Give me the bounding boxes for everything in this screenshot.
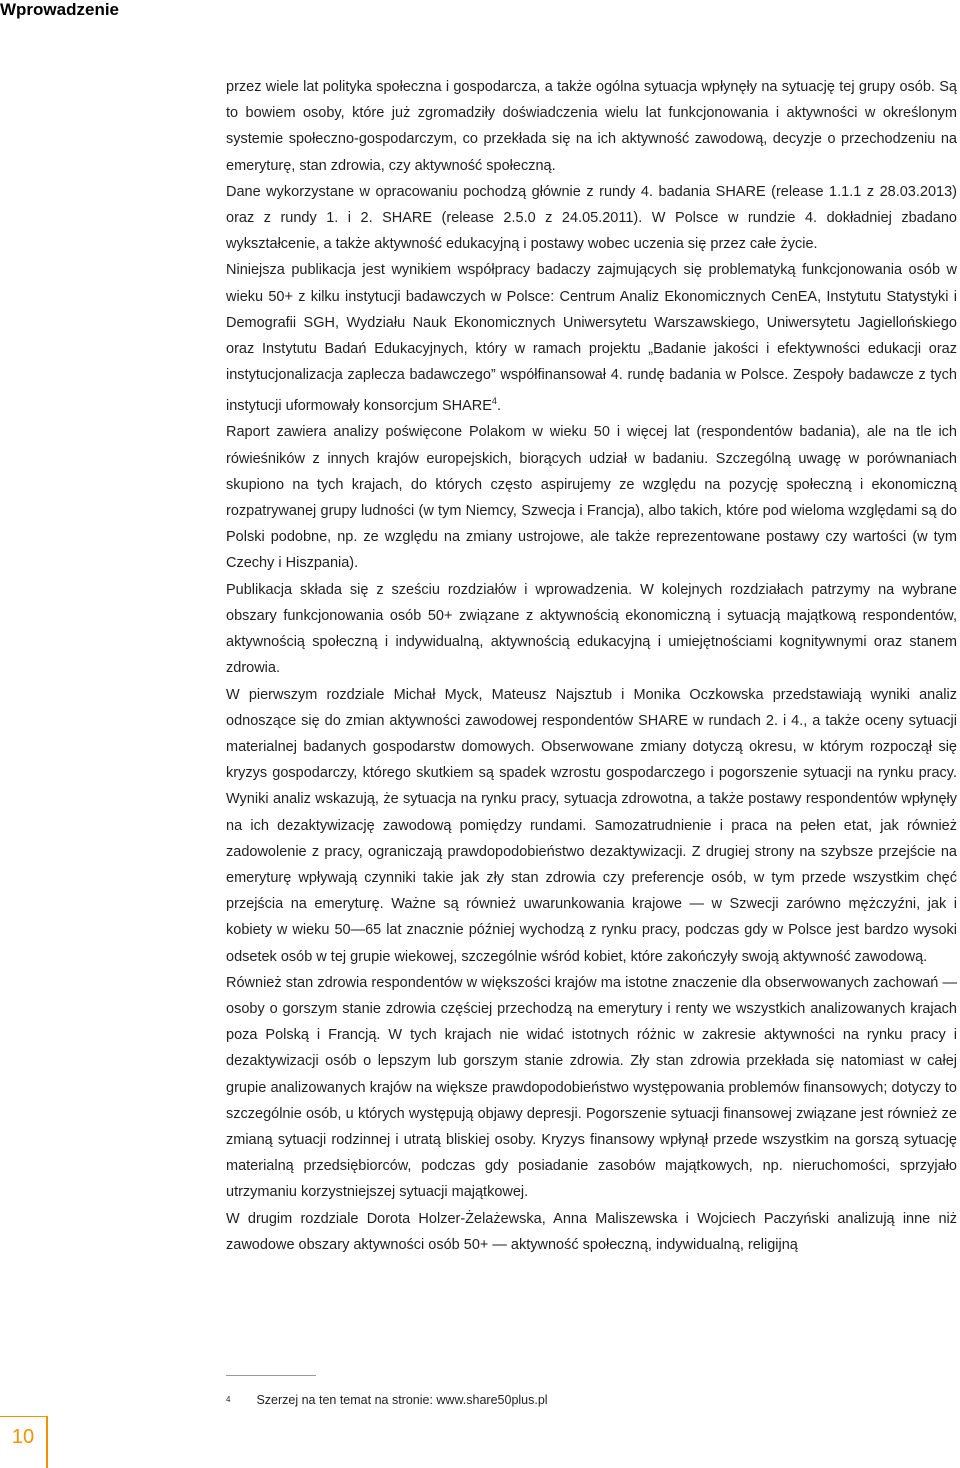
paragraph-1: przez wiele lat polityka społeczna i gospodarcza, a także ogólna sytuacja wpłynęły na sytuację tej grupy osób. Są to bowiem osoby, które już zgromadziły doświadczenia wielu lat funkcjonowania i aktywności w określonym systemie społeczno-gospodarczym, co przekłada się na ich aktywność zawodową, decyzje o przechodzeniu na emeryturę, stan zdrowia, czy aktywność społeczną.	[226, 79, 957, 174]
page-header-title: Wprowadzenie	[0, 0, 120, 19]
paragraph-4: Raport zawiera analizy poświęcone Polakom w wieku 50 i więcej lat (respondentów badania), ale na tle ich rówieśników z innych krajów europejskich, biorących udział w badaniu. Szczególną uwagę w porównaniach skupiono na tych krajach, do których często aspirujemy ze względu na pozycję społeczną i ekonomiczną rozpatrywanej grupy ludności (w tym Niemcy, Szwecja i Francja), albo takich, które pod wieloma względami są do Polski podobne, np. ze względu na zmiany ustrojowe, ale także reprezentowane postawy czy wartości (w tym Czechy i Hiszpania).	[226, 424, 957, 572]
footnote-number: 4	[226, 1395, 231, 1404]
paragraph-3: Niniejsza publikacja jest wynikiem współpracy badaczy zajmujących się problematyką funkcjonowania osób w wieku 50+ z kilku instytucji badawczych w Polsce: Centrum Analiz Ekonomicznych CenEA, Instytutu Statystyki i Demografii SGH, Wydziału Nauk Ekonomicznych Uniwersytetu Warszawskiego, Uniwersytetu Jagiellońskiego oraz Instytutu Badań Edukacyjnych, który w ramach projektu „Badanie jakości i efektywności edukacji oraz instytucjonalizacja zaplecza badawczego” współfinansował 4. rundę badania w Polsce. Zespoły badawcze z tych instytucji uformowały konsorcjum SHARE$^4$.	[226, 262, 957, 415]
footnote-divider	[226, 1375, 316, 1376]
paragraph-5: Publikacja składa się z sześciu rozdziałów i wprowadzenia. W kolejnych rozdziałach patrzymy na wybrane obszary funkcjonowania osób 50+ związane z aktywnością ekonomiczną i sytuacją majątkową respondentów, aktywnością społeczną i indywidualną, aktywnością edukacyjną i umiejętnościami kognitywnymi oraz stanem zdrowia.	[226, 581, 957, 677]
paragraph-3-text: Niniejsza publikacja jest wynikiem współpracy badaczy zajmujących się problematyką funkcjonowania osób w wieku 50+ z kilku instytucji badawczych w Polsce: Centrum Analiz Ekonomicznych CenEA, Instytutu Statystyki i Demografii SGH, Wydziału Nauk Ekonomicznych Uniwersytetu Warszawskiego, Uniwersytetu Jagiellońskiego oraz Instytutu Badań Edukacyjnych, który w ramach projektu „Badanie jakości i efektywności edukacji oraz instytucjonalizacja zaplecza badawczego” współfinansował 4. rundę badania w Polsce. Zespoły badawcze z tych instytucji uformowały konsorcjum SHARE	[226, 262, 957, 415]
paragraph-7: Również stan zdrowia respondentów w większości krajów ma istotne znaczenie dla obserwowanych zachowań — osoby o gorszym stanie zdrowia częściej przechodzą na emerytury i renty we wszystkich analizowanych krajach poza Polską i Francją. W tych krajach nie widać istotnych różnic w zakresie aktywności na rynku pracy i dezaktywizacji osób o lepszym lub gorszym stanie zdrowia. Zły stan zdrowia przekłada się natomiast w całej grupie analizowanych krajów na większe prawdopodobieństwo występowania problemów finansowych; dotyczy to szczególnie osób, u których występują objawy depresji. Pogorszenie sytuacji finansowej związane jest również ze zmianą sytuacji rodzinnej i utratą bliskiej osoby. Kryzys finansowy wpłynął przede wszystkim na gorszą sytuację materialną przedsiębiorców, podczas gdy posiadanie zasobów majątkowych, np. nieruchomości, sprzyjało utrzymaniu korzystniejszej sytuacji majątkowej.	[226, 974, 957, 1201]
footnote-reference: 4	[491, 396, 497, 407]
paragraph-2: Dane wykorzystane w opracowaniu pochodzą głównie z rundy 4. badania SHARE (release 1.1.1 z 28.03.2013) oraz z rundy 1. i 2. SHARE (release 2.5.0 z 24.05.2011). W Polsce w rundzie 4. dokładniej zbadano wykształcenie, a także aktywność edukacyjną i postawy wobec uczenia się przez całe życie.	[226, 183, 957, 253]
page-number: 10	[11, 1426, 35, 1448]
paragraph-6: W pierwszym rozdziale Michał Myck, Mateusz Najsztub i Monika Oczkowska przedstawiają wyniki analiz odnoszące się do zmian aktywności zawodowej respondentów SHARE w rundach 2. i 4., a także oceny sytuacji materialnej badanych gospodarstw domowych. Obserwowane zmiany dotyczą okresu, w którym rozpoczął się kryzys gospodarczy, którego skutkiem są spadek wzrostu gospodarczego i pogorszenie sytuacji na rynku pracy. Wyniki analiz wskazują, że sytuacja na rynku pracy, sytuacja zdrowotna, a także postawy respondentów wpłynęły na ich dezaktywizację zawodową pomiędzy rundami. Samozatrudnienie i praca na pełen etat, jak również zadowolenie z pracy, ograniczają prawdopodobieństwo dezaktywizacji. Z drugiej strony na szybsze przejście na emeryturę wpływają czynniki takie jak zły stan zdrowia czy preferencje osób, w tym przede wszystkim chęć przejścia na emeryturę. Ważne są również uwarunkowania krajowe — w Szwecji zarówno mężczyźni, jak i kobiety w wieku 50—65 lat znacznie później wychodzą z rynku pracy, podczas gdy w Polsce jest bardzo wysoki odsetek osób w tej grupie wiekowej, szczególnie wśród kobiet, które zakończyły swoją aktywność zawodową.	[226, 686, 957, 965]
footnote	[226, 1392, 548, 1408]
footnote-text: Szerzej na ten temat na stronie: www.share50plus.pl	[256, 1393, 548, 1407]
paragraph-8: W drugim rozdziale Dorota Holzer-Żelażewska, Anna Maliszewska i Wojciech Paczyński analizują inne niż zawodowe obszary aktywności osób 50+ — aktywność społeczną, indywidualną, religijną	[226, 1210, 957, 1253]
body-text	[226, 74, 957, 1258]
